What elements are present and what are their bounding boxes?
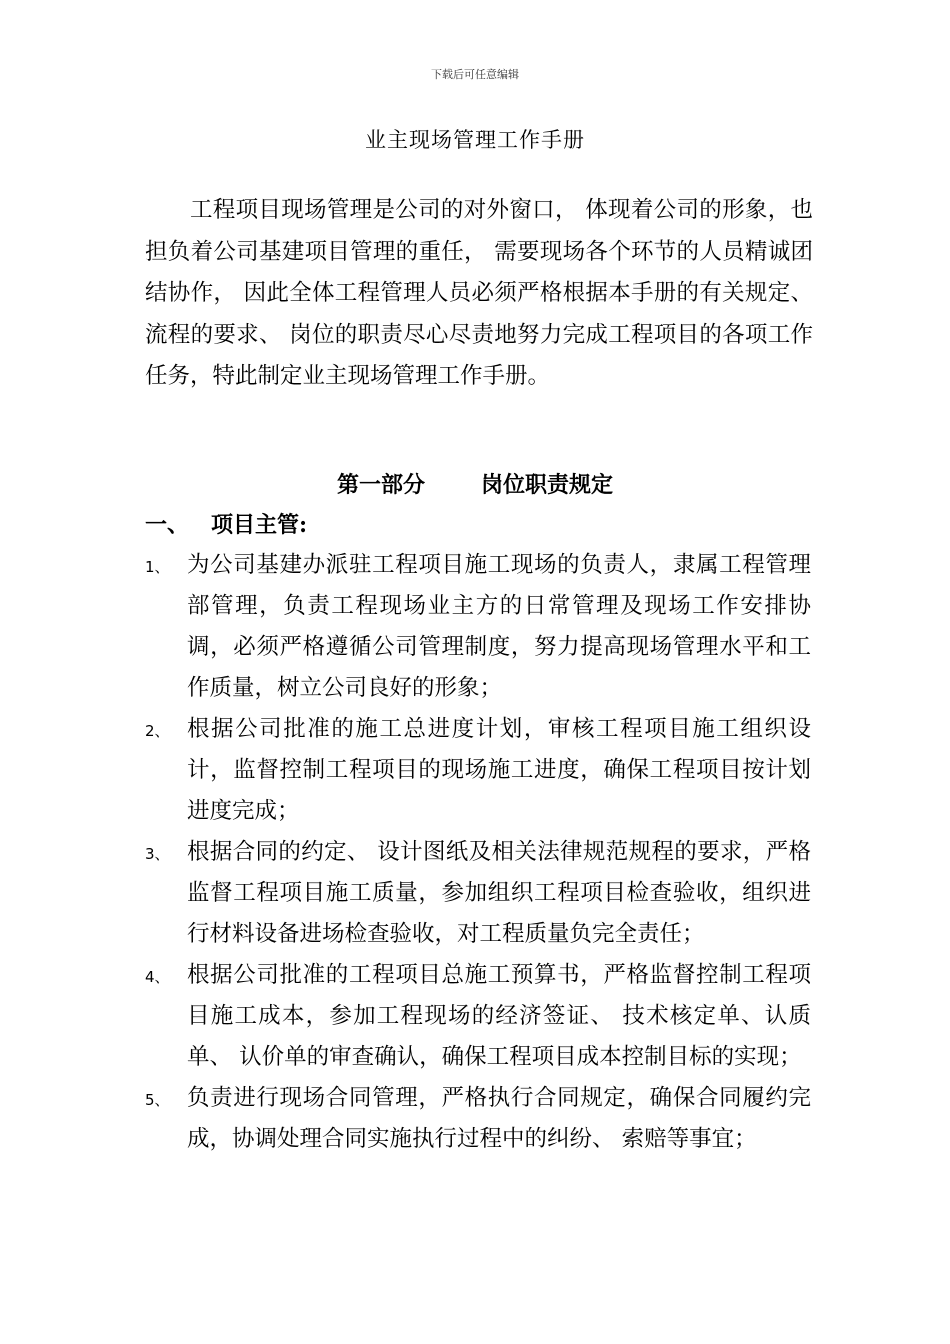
list-item-number: 1、 (145, 558, 170, 576)
section-heading (145, 508, 307, 539)
document-title: 业主现场管理工作手册 (365, 128, 585, 152)
list-item-text: 根据合同的约定、 设计图纸及相关法律规范规程的要求，严格监督工程项目施工质量，参加组织工程项目检查验收，组织进行材料设备进场检查验收，对工程质量负完全责任； (187, 839, 811, 947)
list-item (0, 545, 950, 709)
list-item-number: 3、 (145, 845, 170, 863)
list-item (0, 1078, 950, 1160)
list-item-text: 根据公司批准的施工总进度计划，审核工程项目施工组织设计，监督控制工程项目的现场施工进度，确保工程项目按计划进度完成； (187, 716, 811, 824)
list-item-number: 5、 (145, 1091, 170, 1109)
list-item-number: 4、 (145, 968, 170, 986)
part-heading (0, 468, 950, 499)
header-note: 下载后可任意编辑 (431, 68, 519, 81)
list-item-text: 负责进行现场合同管理，严格执行合同规定，确保合同履约完成，协调处理合同实施执行过程中的纠纷、 索赔等事宜； (187, 1085, 811, 1152)
list-item (0, 832, 950, 955)
list-item (0, 709, 950, 832)
list-item (0, 955, 950, 1078)
intro-paragraph: 工程项目现场管理是公司的对外窗口， 体现着公司的形象，也担负着公司基建项目管理的重任， 需要现场各个环节的人员精诚团结协作， 因此全体工程管理人员必须严格根据本手册的有关规定、 流程的要求、 岗位的职责尽心尽责地努力完成工程项目的各项工作任务，特此制定业主现场管理工作手册。 (145, 197, 813, 389)
part-name: 岗位职责规定 (481, 472, 614, 498)
section-name: 项目主管: (211, 512, 308, 538)
duty-list (0, 545, 950, 1160)
section-number: 一、 (145, 512, 190, 538)
part-number: 第一部分 (336, 472, 425, 498)
list-item-number: 2、 (145, 722, 170, 740)
list-item-text: 为公司基建办派驻工程项目施工现场的负责人，隶属工程管理部管理，负责工程现场业主方的日常管理及现场工作安排协调，必须严格遵循公司管理制度，努力提高现场管理水平和工作质量，树立公司良好的形象； (187, 552, 811, 701)
list-item-text: 根据公司批准的工程项目总施工预算书，严格监督控制工程项目施工成本，参加工程现场的经济签证、 技术核定单、认质单、 认价单的审查确认，确保工程项目成本控制目标的实现； (187, 962, 811, 1070)
